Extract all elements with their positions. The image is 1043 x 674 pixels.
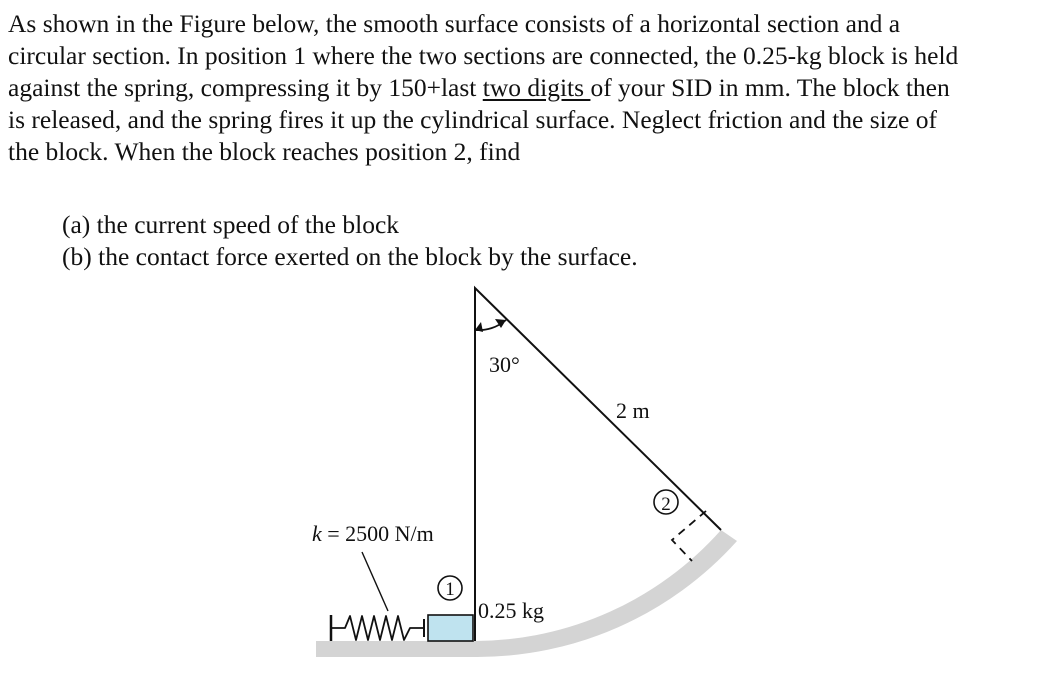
problem-line-4: is released, and the spring fires it up the cylindrical surface. Neglect friction and the size of — [8, 105, 937, 134]
angle-label: 30° — [489, 352, 520, 377]
radius-label: 2 m — [616, 398, 650, 423]
problem-line-3-end: of your SID in mm. The block then — [590, 73, 950, 102]
spring — [331, 616, 424, 640]
problem-line-2: circular section. In position 1 where the two sections are connected, the 0.25-kg block is held — [8, 41, 959, 70]
problem-line-3-start: against the spring, compressing it by 150+last — [8, 73, 483, 102]
block-position-1 — [428, 615, 473, 641]
mass-label: 0.25 kg — [478, 598, 544, 623]
underlined-two-digits: two digits — [482, 73, 591, 102]
spring-leader-line — [362, 552, 388, 611]
position-2-label: 2 — [661, 494, 671, 515]
problem-line-1: As shown in the Figure below, the smooth surface consists of a horizontal section and a — [8, 9, 901, 38]
problem-line-5: the block. When the block reaches position 2, find — [8, 137, 521, 166]
part-a: (a) the current speed of the block — [62, 210, 400, 239]
spring-constant-label: k = 2500 N/m — [312, 521, 434, 546]
part-b: (b) the contact force exerted on the block by the surface. — [62, 242, 638, 271]
position-1-label: 1 — [445, 579, 455, 600]
